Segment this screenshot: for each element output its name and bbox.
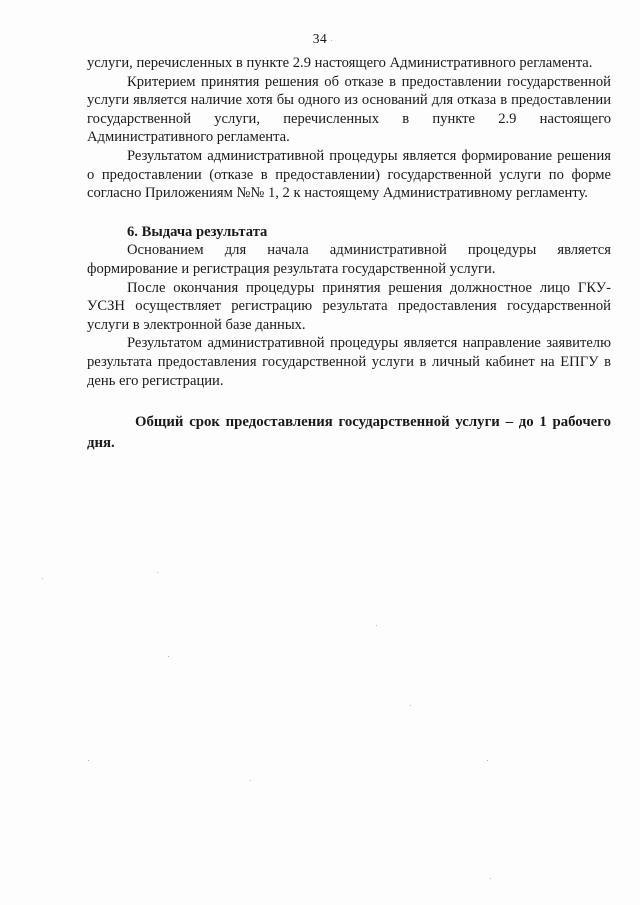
paragraph-delivery: Результатом административной процедуры является направление заявителю результата предоставления государственной услуги в личный кабинет на ЕПГУ в день его регистрации. — [87, 335, 611, 389]
scan-speck — [42, 578, 43, 579]
document-body — [87, 54, 611, 454]
scan-speck — [250, 780, 251, 781]
scan-speck — [88, 760, 89, 761]
page-number: 34 — [312, 31, 328, 46]
paragraph-continuation: услуги, перечисленных в пункте 2.9 настоящего Административного регламента. — [87, 55, 593, 71]
paragraph-refusal-criterion: Критерием принятия решения об отказе в предоставлении государственной услуги является наличие хотя бы одного из оснований для отказа в предоставлении государственной услуги, перечисленных в пункте 2.9 настоящего Административного регламента. — [87, 73, 611, 146]
scan-speck — [376, 625, 377, 626]
conclusion-total-term: Общий срок предоставления государственной услуги – до 1 рабочего дня. — [87, 414, 611, 452]
scan-speck — [157, 572, 158, 573]
scan-speck — [490, 878, 491, 879]
paragraph-registration: После окончания процедуры принятия решения должностное лицо ГКУ-УСЗН осуществляет регистрацию результата предоставления государственной услуги в электронной базе данных. — [87, 279, 611, 333]
scan-speck — [168, 656, 169, 657]
paragraph-basis: Основанием для начала административной процедуры является формирование и регистрация результата государственной услуги. — [87, 242, 611, 277]
scan-speck — [487, 760, 488, 761]
scan-speck — [410, 705, 411, 706]
paragraph-procedure-result: Результатом административной процедуры является формирование решения о предоставлении (отказе в предоставлении) государственной услуги по форме согласно Приложениям №№ 1, 2 к настоящему Административному регламенту. — [87, 147, 611, 202]
section-heading: 6. Выдача результата — [127, 223, 268, 240]
